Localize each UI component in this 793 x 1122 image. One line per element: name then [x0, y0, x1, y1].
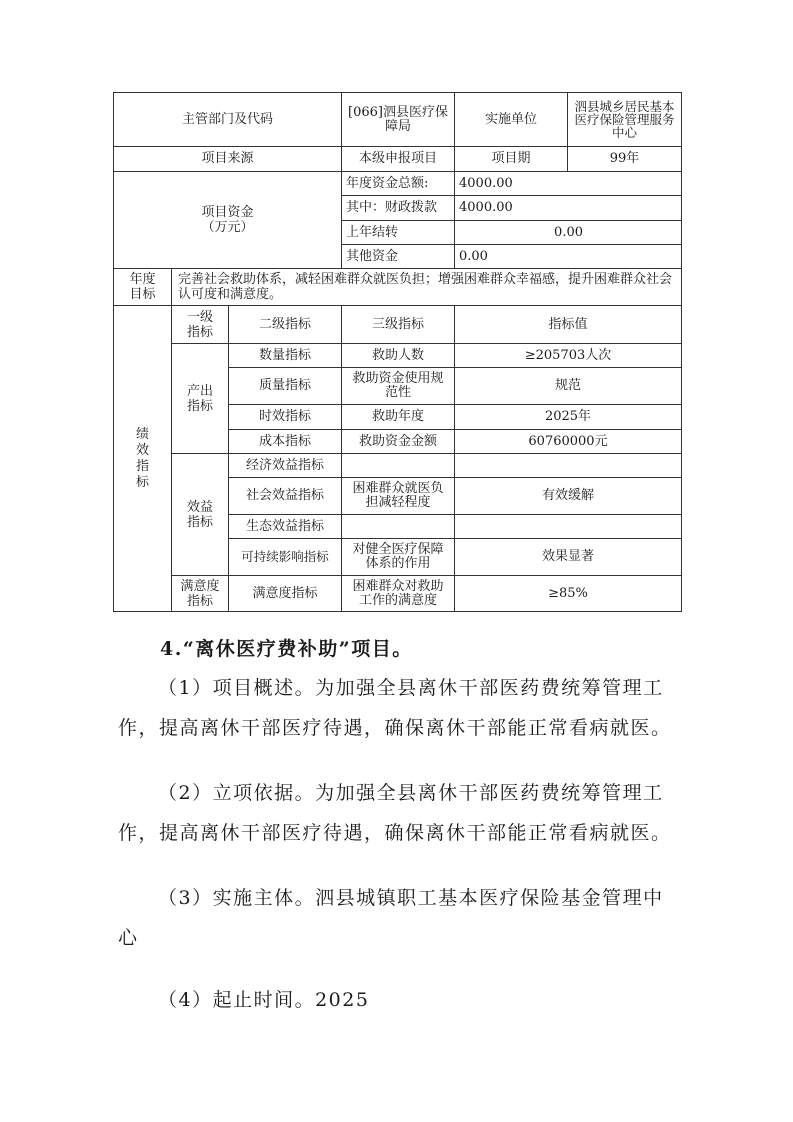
header-level1-text: 一级指标	[186, 309, 213, 340]
indicator-l2: 社会效益指标	[229, 478, 342, 515]
indicator-l3-text: 困难群众就医负担减轻程度	[352, 481, 444, 510]
funds-row-name: 年度资金总额:	[342, 172, 455, 196]
indicator-l3	[342, 576, 455, 612]
source-value: 本级申报项目	[342, 147, 455, 172]
indicator-l3-text: 困难群众对救助工作的满意度	[352, 578, 444, 608]
funds-label	[114, 172, 342, 269]
funds-row-value: 0.00	[455, 245, 682, 269]
paragraph-period: （4）起止时间。2025	[158, 989, 370, 1011]
table-row	[114, 306, 682, 344]
benefit-label-text: 效益指标	[186, 499, 213, 530]
indicator-value: 60760000元	[455, 430, 682, 454]
indicator-l2: 生态效益指标	[229, 515, 342, 539]
goal-label	[114, 269, 172, 306]
indicator-l3-text: 救助资金使用规范性	[352, 371, 444, 400]
perf-label	[114, 306, 172, 612]
period-value: 99年	[568, 147, 682, 172]
indicator-l2: 质量指标	[229, 368, 342, 405]
indicator-l2: 满意度指标	[229, 576, 342, 612]
indicator-l2: 数量指标	[229, 344, 342, 368]
satisfaction-label-text: 满意度指标	[180, 578, 220, 609]
dept-value: [066]泗县医疗保障局	[342, 93, 455, 147]
paragraph-overview: （1）项目概述。为加强全县离休干部医药费统筹管理工作，提高离休干部医疗待遇，确保离休干部能正常看病就医。	[118, 677, 672, 739]
table-row	[114, 147, 682, 172]
header-level3: 三级指标	[342, 306, 455, 344]
table-row	[114, 576, 682, 612]
funds-row-value: 4000.00	[455, 196, 682, 221]
source-label: 项目来源	[114, 147, 342, 172]
funds-row-name: 其中：财政拨款	[342, 196, 455, 221]
indicator-l2: 成本指标	[229, 430, 342, 454]
paragraph-basis: （2）立项依据。为加强全县离休干部医药费统筹管理工作，提高离休干部医疗待遇，确保离休干部能正常看病就医。	[118, 782, 672, 844]
performance-table	[113, 92, 682, 612]
indicator-l3	[342, 515, 455, 539]
funds-row-value: 0.00	[455, 221, 682, 245]
indicator-value: 规范	[455, 368, 682, 405]
indicator-l2: 可持续影响指标	[229, 539, 342, 576]
period-label: 项目期	[455, 147, 568, 172]
indicator-value: 效果显著	[455, 539, 682, 576]
funds-label-text: 项目资金（万元）	[201, 205, 254, 235]
table-row	[114, 269, 682, 306]
indicator-l2: 经济效益指标	[229, 454, 342, 478]
indicator-l3: 救助人数	[342, 344, 455, 368]
funds-row-name: 其他资金	[342, 245, 455, 269]
perf-label-text: 绩效指标	[135, 426, 149, 490]
output-label	[172, 344, 229, 454]
indicator-l2: 时效指标	[229, 405, 342, 430]
indicator-value: ≥205703人次	[455, 344, 682, 368]
section-title: 4.“离休医疗费补助”项目。	[160, 638, 413, 660]
indicator-value: ≥85%	[455, 576, 682, 612]
section-body	[118, 668, 678, 1020]
header-level2: 二级指标	[229, 306, 342, 344]
table-row	[114, 454, 682, 478]
goal-text: 完善社会救助体系，减轻困难群众就医负担；增强困难群众幸福感，提升困难群众社会认可度和满意度。	[172, 269, 682, 306]
indicator-value: 有效缓解	[455, 478, 682, 515]
table-row	[114, 93, 682, 147]
output-label-text: 产出指标	[186, 383, 213, 414]
funds-row-name: 上年结转	[342, 221, 455, 245]
table-row	[114, 172, 682, 196]
indicator-l3	[342, 368, 455, 405]
satisfaction-label	[172, 576, 229, 612]
paragraph-entity: （3）实施主体。泗县城镇职工基本医疗保险基金管理中心	[118, 887, 664, 949]
indicator-value	[455, 454, 682, 478]
indicator-l3	[342, 454, 455, 478]
indicator-l3-text: 对健全医疗保障体系的作用	[352, 542, 444, 571]
goal-label-text: 年度目标	[129, 272, 156, 302]
header-level1	[172, 306, 229, 344]
header-value: 指标值	[455, 306, 682, 344]
table-row	[114, 344, 682, 368]
impl-unit-value: 泗县城乡居民基本医疗保险管理服务中心	[568, 93, 682, 147]
indicator-l3: 救助年度	[342, 405, 455, 430]
indicator-l3	[342, 539, 455, 576]
indicator-value	[455, 515, 682, 539]
indicator-value: 2025年	[455, 405, 682, 430]
dept-label: 主管部门及代码	[114, 93, 342, 147]
indicator-l3	[342, 478, 455, 515]
funds-row-value: 4000.00	[455, 172, 682, 196]
indicator-l3: 救助资金金额	[342, 430, 455, 454]
benefit-label	[172, 454, 229, 576]
impl-unit-label: 实施单位	[455, 93, 568, 147]
